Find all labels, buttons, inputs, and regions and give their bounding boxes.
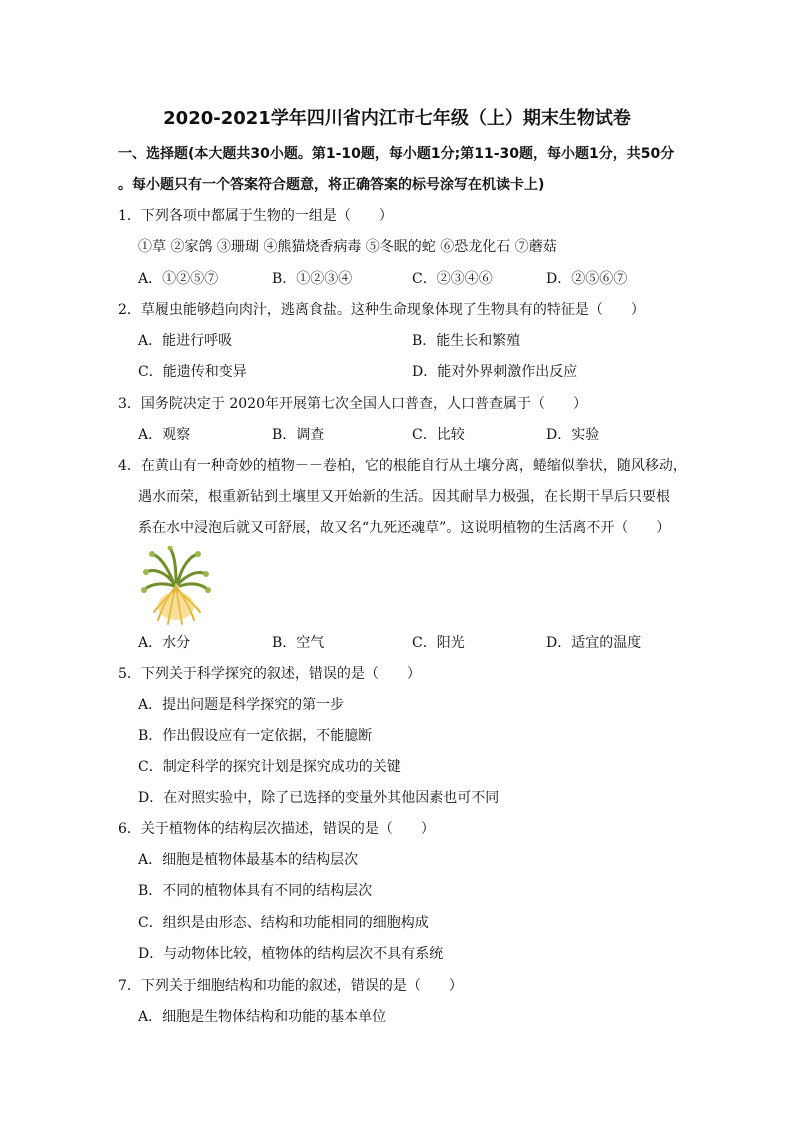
question-6-option-a: A．细胞是植物体最基本的结构层次: [138, 852, 359, 868]
question-4-stem-line-1: 4．在黄山有一种奇妙的植物－－卷柏，它的根能自行从土壤分离，蜷缩似拳状，随风移动，: [118, 458, 687, 474]
question-5-option-c: C．制定科学的探究计划是探究成功的关键: [138, 759, 401, 775]
question-1-option-c: C．②③④⑥: [412, 271, 493, 287]
question-4-option-a: A．水分: [138, 635, 191, 651]
question-4-option-d: D．适宜的温度: [546, 635, 642, 651]
question-6-option-b: B．不同的植物体具有不同的结构层次: [138, 883, 373, 899]
question-3-stem: 3．国务院决定于 2020年开展第七次全国人口普查，人口普查属于（ ）: [118, 396, 587, 412]
page-title: 2020-2021学年四川省内江市七年级（上）期末生物试卷: [163, 108, 631, 129]
question-3-option-a: A．观察: [138, 427, 191, 443]
question-2-option-a: A．能进行呼吸: [138, 333, 233, 349]
question-5-option-a: A．提出问题是科学探究的第一步: [138, 697, 345, 713]
question-4-option-b: B．空气: [272, 635, 325, 651]
question-4-stem-line-3: 系在水中浸泡后就又可舒展，故又名“九死还魂草”。这说明植物的生活离不开（ ）: [138, 520, 671, 536]
question-1-option-a: A．①②⑤⑦: [138, 271, 219, 287]
question-2-option-c: C．能遗传和变异: [138, 364, 247, 380]
question-4-option-c: C．阳光: [412, 635, 465, 651]
section-instructions-line-2: 。每小题只有一个答案符合题意，将正确答案的标号涂写在机读卡上): [118, 177, 545, 193]
question-6-option-c: C．组织是由形态、结构和功能相同的细胞构成: [138, 915, 429, 931]
question-2-option-d: D．能对外界刺激作出反应: [412, 364, 578, 380]
selaginella-plant-image: [140, 546, 212, 626]
question-6-option-d: D．与动物体比较，植物体的结构层次不具有系统: [138, 946, 444, 962]
section-instructions-line-1: 一、选择题(本大题共30小题。第1-10题，每小题1分;第11-30题，每小题1分，共50分: [118, 146, 675, 162]
question-3-option-d: D．实验: [546, 427, 600, 443]
question-5-option-b: B．作出假设应有一定依据，不能臆断: [138, 728, 373, 744]
question-4-stem-line-2: 遇水而荣，根重新钻到土壤里又开始新的生活。因其耐旱力极强，在长期干旱后只要根: [138, 489, 670, 505]
question-2-option-b: B．能生长和繁殖: [412, 333, 521, 349]
question-5-option-d: D．在对照实验中，除了已选择的变量外其他因素也可不同: [138, 790, 500, 806]
question-1-option-b: B．①②③④: [272, 271, 353, 287]
question-3-option-b: B．调查: [272, 427, 325, 443]
question-3-option-c: C．比较: [412, 427, 465, 443]
question-1-option-d: D．②⑤⑥⑦: [546, 271, 628, 287]
question-5-stem: 5．下列关于科学探究的叙述，错误的是（ ）: [118, 666, 421, 682]
question-1-stem: 1．下列各项中都属于生物的一组是（ ）: [118, 208, 393, 224]
question-7-stem: 7．下列关于细胞结构和功能的叙述，错误的是（ ）: [118, 978, 463, 994]
question-1-items: ①草 ②家鸽 ③珊瑚 ④熊猫烧香病毒 ⑤冬眠的蛇 ⑥恐龙化石 ⑦蘑菇: [138, 239, 557, 255]
question-6-stem: 6．关于植物体的结构层次描述，错误的是（ ）: [118, 821, 435, 837]
question-2-stem: 2．草履虫能够趋向肉汁，逃离食盐。这种生命现象体现了生物具有的特征是（ ）: [118, 302, 645, 318]
question-7-option-a: A．细胞是生物体结构和功能的基本单位: [138, 1009, 387, 1025]
